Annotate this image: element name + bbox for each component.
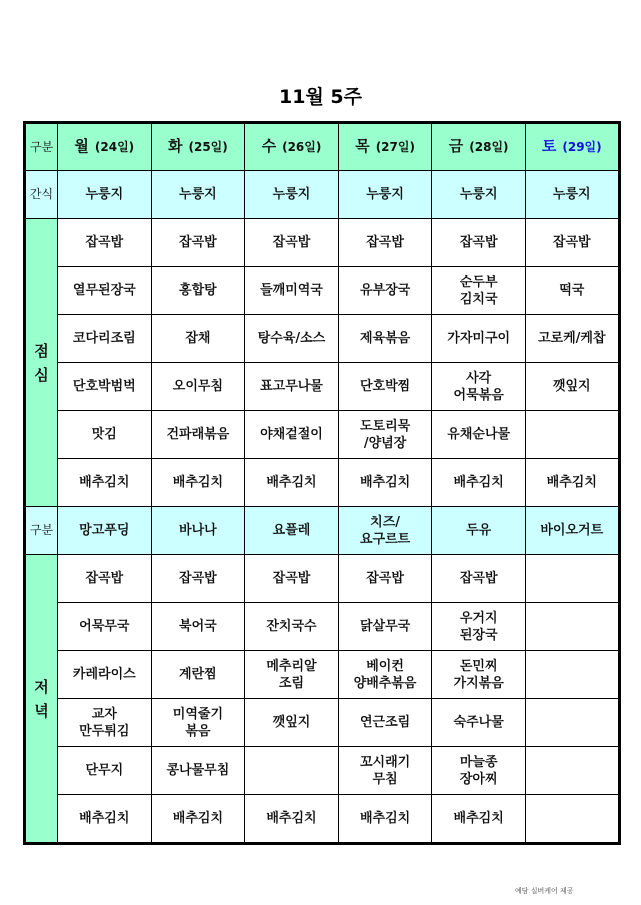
menu-cell: 깻잎지 [245,699,339,747]
day-thu: 목 (27일) [338,123,432,171]
lunch-row [25,315,620,363]
snack-label: 간식 [25,171,58,219]
snack-cell: 누룽지 [432,171,526,219]
menu-cell: 잡곡밥 [338,219,432,267]
menu-cell: 코다리조림 [58,315,152,363]
menu-cell: 잡곡밥 [151,555,245,603]
lunch-row [25,459,620,507]
snack-cell: 망고푸딩 [58,507,152,555]
dinner-row [25,699,620,747]
menu-cell: 가자미구이 [432,315,526,363]
menu-cell: 카레라이스 [58,651,152,699]
footer-credit: 예담 실버케어 제공 [515,887,574,895]
menu-cell: 도토리묵 /양념장 [338,411,432,459]
menu-cell: 사각 어묵볶음 [432,363,526,411]
menu-cell: 배추김치 [58,795,152,844]
day-fri: 금 (28일) [432,123,526,171]
menu-cell: 배추김치 [151,459,245,507]
menu-cell: 배추김치 [432,795,526,844]
dinner-label: 저 녁 [25,555,58,844]
menu-cell: 교자 만두튀김 [58,699,152,747]
day-sat: 토 (29일) [525,123,619,171]
menu-cell: 북어국 [151,603,245,651]
menu-cell: 닭살무국 [338,603,432,651]
menu-cell [525,411,619,459]
menu-cell: 배추김치 [58,459,152,507]
menu-cell: 오이무침 [151,363,245,411]
snack-cell: 바나나 [151,507,245,555]
menu-cell: 배추김치 [245,795,339,844]
menu-cell [525,795,619,844]
menu-cell: 배추김치 [338,795,432,844]
menu-cell: 잡곡밥 [245,555,339,603]
menu-cell: 우거지 된장국 [432,603,526,651]
snack-cell: 누룽지 [58,171,152,219]
menu-cell: 탕수육/소스 [245,315,339,363]
menu-cell: 잡곡밥 [245,219,339,267]
menu-cell: 잡곡밥 [432,219,526,267]
menu-cell: 야채겉절이 [245,411,339,459]
menu-cell [525,651,619,699]
menu-cell: 표고무나물 [245,363,339,411]
page-title: 11월 5주 [279,86,362,108]
menu-cell: 잡곡밥 [58,555,152,603]
snack-row-2 [25,507,620,555]
day-mon: 월 (24일) [58,123,152,171]
menu-cell: 단호박범벅 [58,363,152,411]
menu-cell: 맛김 [58,411,152,459]
menu-cell: 메추리알 조림 [245,651,339,699]
menu-cell: 깻잎지 [525,363,619,411]
menu-cell [525,603,619,651]
snack-cell: 누룽지 [338,171,432,219]
snack-cell: 두유 [432,507,526,555]
menu-cell: 유채순나물 [432,411,526,459]
snack2-label: 구분 [25,507,58,555]
snack-cell: 누룽지 [245,171,339,219]
menu-cell: 배추김치 [432,459,526,507]
header-row [25,123,620,171]
menu-cell: 떡국 [525,267,619,315]
menu-cell: 마늘종 장아찌 [432,747,526,795]
dinner-row [25,555,620,603]
lunch-row [25,267,620,315]
snack-cell: 누룽지 [151,171,245,219]
lunch-row [25,219,620,267]
day-wed: 수 (26일) [245,123,339,171]
lunch-label: 점 심 [25,219,58,507]
menu-cell: 배추김치 [245,459,339,507]
menu-cell: 어묵무국 [58,603,152,651]
menu-cell: 고로케/케찹 [525,315,619,363]
menu-cell: 연근조림 [338,699,432,747]
dinner-row [25,747,620,795]
menu-cell: 단무지 [58,747,152,795]
menu-cell: 콩나물무침 [151,747,245,795]
snack-cell: 요플레 [245,507,339,555]
menu-cell: 잔치국수 [245,603,339,651]
menu-cell: 건파래볶음 [151,411,245,459]
menu-cell: 잡곡밥 [525,219,619,267]
dinner-row [25,603,620,651]
menu-cell [525,699,619,747]
menu-cell: 열무된장국 [58,267,152,315]
menu-cell: 들깨미역국 [245,267,339,315]
menu-cell: 배추김치 [151,795,245,844]
menu-cell: 돈민찌 가지볶음 [432,651,526,699]
menu-cell: 잡곡밥 [58,219,152,267]
snack-row-1 [25,171,620,219]
dinner-row [25,795,620,844]
menu-cell: 잡곡밥 [338,555,432,603]
menu-cell: 꼬시래기 무침 [338,747,432,795]
snack-cell: 누룽지 [525,171,619,219]
weekly-menu-table [23,121,621,845]
menu-cell: 순두부 김치국 [432,267,526,315]
lunch-row [25,363,620,411]
menu-cell: 베이컨 양배추볶음 [338,651,432,699]
menu-cell: 홍합탕 [151,267,245,315]
menu-cell: 미역줄기 볶음 [151,699,245,747]
dinner-row [25,651,620,699]
menu-cell: 잡곡밥 [432,555,526,603]
menu-cell [245,747,339,795]
lunch-row [25,411,620,459]
menu-cell: 숙주나물 [432,699,526,747]
menu-cell: 배추김치 [525,459,619,507]
header-label: 구분 [25,123,58,171]
menu-cell: 계란찜 [151,651,245,699]
menu-cell: 배추김치 [338,459,432,507]
menu-cell [525,555,619,603]
day-tue: 화 (25일) [151,123,245,171]
menu-cell: 잡곡밥 [151,219,245,267]
menu-cell: 유부장국 [338,267,432,315]
menu-cell: 제육볶음 [338,315,432,363]
menu-cell: 단호박찜 [338,363,432,411]
menu-cell: 잡채 [151,315,245,363]
menu-cell [525,747,619,795]
snack-cell: 바이오거트 [525,507,619,555]
snack-cell: 치즈/ 요구르트 [338,507,432,555]
